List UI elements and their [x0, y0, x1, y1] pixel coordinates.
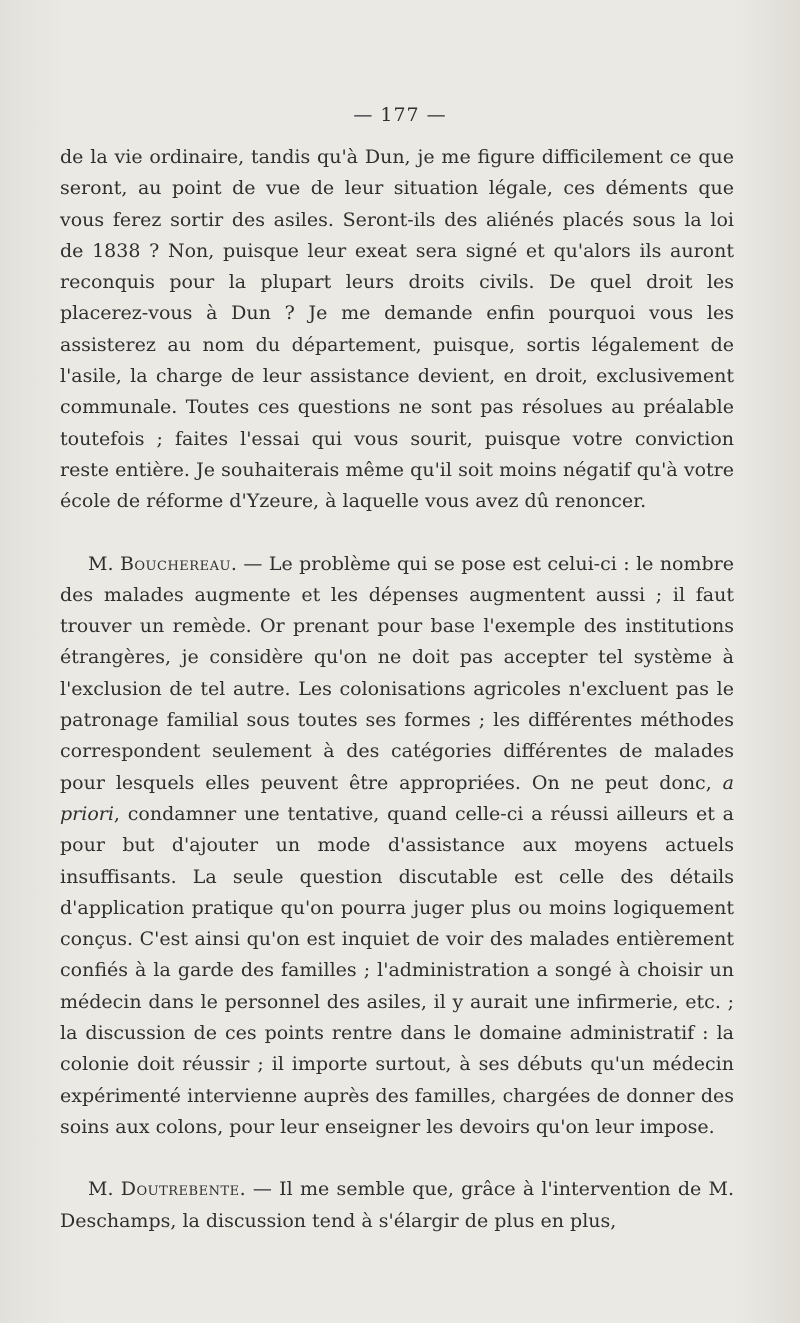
paragraph-text: . — Il me semble que, grâce à l'intervention de M. Deschamps, la discussion tend à s'élargir de plus en plus, [60, 1178, 734, 1232]
paragraph-doutrebente [60, 1174, 734, 1237]
speaker-name: Bouchereau [119, 552, 231, 575]
paragraph-continuation [60, 142, 734, 518]
speaker-prefix: M. [88, 552, 120, 575]
speaker-prefix: M. [88, 1178, 121, 1201]
italic-phrase: a priori [60, 771, 734, 825]
page-number: — 177 — [353, 104, 447, 126]
page-body [60, 142, 734, 1268]
paragraph-text: . — Le problème qui se pose est celui-ci : le nombre des malades augmente et les dépenses augmentent aussi ; il faut trouver un remède. Or prenant pour base l'exemple des institutions étrangères, je considère qu'on ne doit pas accepter tel système à l'exclusion de tel autre. Les colonisations agricoles n'excluent pas le patronage familial sous toutes ses formes ; les différentes méthodes correspondent seulement à des catégories différentes de malades pour lesquels elles peuvent être appropriées. On ne peut donc, [60, 552, 734, 794]
paragraph-bouchereau [60, 549, 734, 1144]
paragraph-text: de la vie ordinaire, tandis qu'à Dun, je me figure difficilement ce que seront, au point de vue de leur situation légale, ces déments que vous ferez sortir des asiles. Seront-ils des aliénés placés sous la loi de 1838 ? Non, puisque leur exeat sera signé et qu'alors ils auront reconquis pour la plupart leurs droits civils. De quel droit les placerez-vous à Dun ? Je me demande enfin pourquoi vous les assisterez au nom du département, puisque, sortis légalement de l'asile, la charge de leur assistance devient, en droit, exclusivement communale. Toutes ces questions ne sont pas résolues au préalable toutefois ; faites l'essai qui vous sourit, puisque votre conviction reste entière. Je souhaiterais même qu'il soit moins négatif qu'à votre école de réforme d'Yzeure, à laquelle vous avez dû renoncer. [60, 146, 734, 513]
speaker-name: Doutrebente [120, 1178, 240, 1201]
paragraph-text-continued: , condamner une tentative, quand celle-ci a réussi ailleurs et a pour but d'ajouter un mode d'assistance aux moyens actuels insuffisants. La seule question discutable est celle des détails d'application pratique qu'on pourra juger plus ou moins logiquement conçus. C'est ainsi qu'on est inquiet de voir des malades entièrement confiés à la garde des familles ; l'administration a songé à choisir un médecin dans le personnel des asiles, il y aurait une infirmerie, etc. ; la discussion de ces points rentre dans le domaine administratif : la colonie doit réussir ; il importe surtout, à ses débuts qu'un médecin expérimenté intervienne auprès des familles, chargées de donner des soins aux colons, pour leur enseigner les devoirs qu'on leur impose. [60, 802, 734, 1138]
